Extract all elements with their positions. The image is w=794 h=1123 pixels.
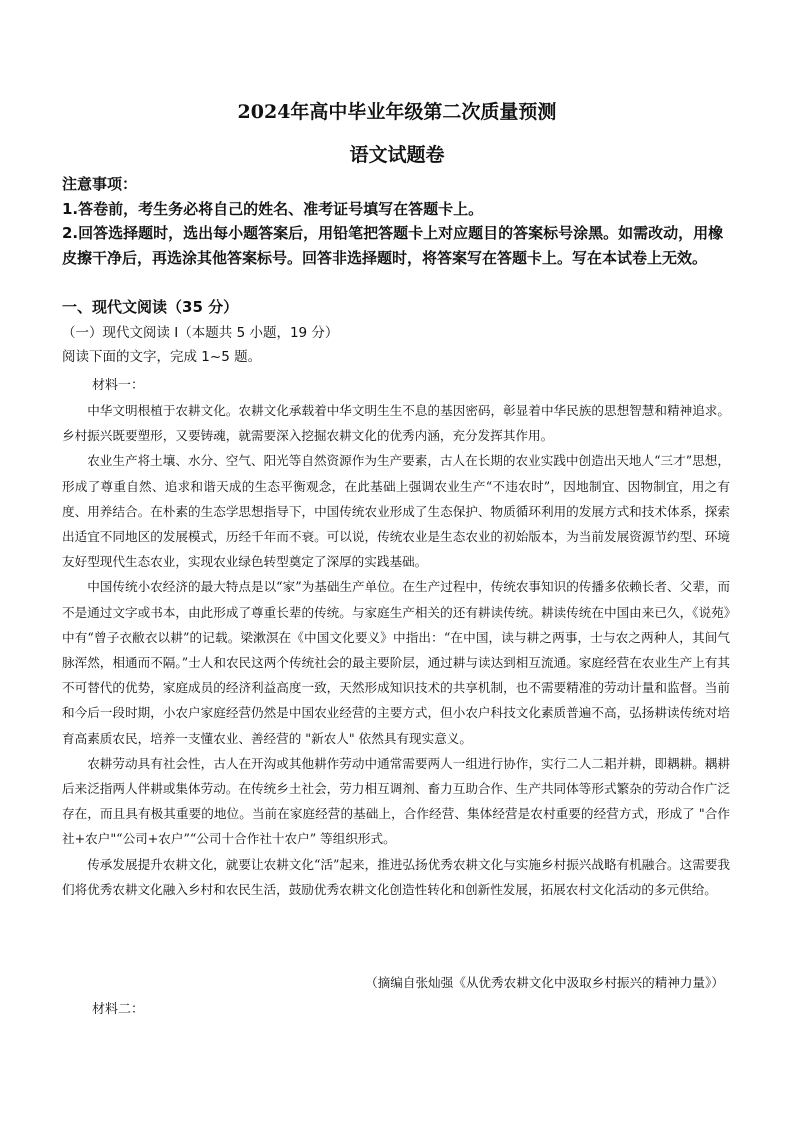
section-instruction: 阅读下面的文字，完成 1~5 题。 [62, 349, 262, 365]
exam-subtitle: 语文试题卷 [349, 144, 445, 166]
exam-title: 2024年高中毕业年级第二次质量预测 [237, 101, 557, 123]
notice-heading: 注意事项： [62, 175, 138, 193]
material-1-body [62, 398, 730, 902]
material-1-paragraph: 农耕劳动具有社会性，古人在开沟或其他耕作劳动中通常需要两人一组进行协作，实行二人二耜并耕，即耦耕。耦耕后来泛指两人伴耕或集体劳动。在传统乡土社会，劳力相互调剂、畜力互助合作、生产共同体等形式繁杂的劳动合作广泛存在，而且具有极其重要的地位。当前在家庭经营的基础上，合作经营、集体经营是农村重要的经营方式，形成了 "合作社+农户"“公司+农户”“公司十合作社十农户” 等组织形式。 [62, 755, 730, 847]
material-1-paragraph: 农业生产将土壤、水分、空气、阳光等自然资源作为生产要素，古人在长期的农业实践中创造出天地人“三才”思想，形成了尊重自然、追求和谐天成的生态平衡观念，在此基础上强调农业生产“不违农时”，因地制宜、因物制宜，用之有度、用养结合。在朴素的生态学思想指导下，中国传统农业形成了生态保护、物质循环利用的发展方式和技术体系，探索出适宜不同地区的发展模式，历经千年而不衰。可以说，传统农业是生态农业的初始版本，为当前发展资源节约型、环境友好型现代生态农业，实现农业绿色转型奠定了深厚的实践基础。 [62, 453, 730, 570]
material-1-paragraph: 传承发展提升农耕文化，就要让农耕文化“活”起来，推进弘扬优秀农耕文化与实施乡村振兴战略有机融合。这需要我们将优秀农耕文化融入乡村和农民生活，鼓励优秀农耕文化创造性转化和创新性发展，拓展农村文化活动的多元供给。 [62, 856, 730, 897]
material-1-paragraph: 中国传统小农经济的最大特点是以“家”为基础生产单位。在生产过程中，传统农事知识的传播多依赖长者、父辈，而不是通过文字或书本，由此形成了尊重长辈的传统。与家庭生产相关的还有耕读传统。耕读传统在中国由来已久，《说苑》中有“曾子衣敝衣以耕”的记载。梁漱溟在《中国文化要义》中指出：“在中国，读与耕之两事，士与农之两种人，其间气脉浑然，相通而不隔。”士人和农民这两个传统社会的最主要阶层，通过耕与读达到相互流通。家庭经营在农业生产上有其不可替代的优势，家庭成员的经济利益高度一致，天然形成知识技术的共享机制，也不需要精准的劳动计量和监督。当前和今后一段时期，小农户家庭经营仍然是中国农业经营的主要方式，但小农户科技文化素质普遍不高，弘扬耕读传统对培育高素质农民，培养一支懂农业、善经营的 "新农人" 依然具有现实意义。 [62, 579, 730, 746]
section-heading: 一、现代文阅读（35 分） [62, 298, 239, 316]
material-1-source: （摘编自张灿强《从优秀农耕文化中汲取乡村振兴的精神力量》） [365, 975, 724, 990]
material-1-paragraph: 中华文明根植于农耕文化。农耕文化承载着中华文明生生不息的基因密码，彰显着中华民族的思想智慧和精神追求。乡村振兴既要塑形，又要铸魂，就需要深入挖掘农耕文化的优秀内涵，充分发挥其作用。 [62, 403, 730, 444]
material-2-label: 材料二： [92, 1002, 145, 1017]
material-1-label: 材料一： [92, 378, 145, 393]
notice-item-1: 1.答卷前，考生务必将自己的姓名、准考证号填写在答题卡上。 [62, 200, 484, 218]
notice-item-2: 2.回答选择题时，选出每小题答案后，用铅笔把答题卡上对应题目的答案标号涂黑。如需改动，用橡皮擦干净后，再选涂其他答案标号。回答非选择题时，将答案写在答题卡上。写在本试卷上无效。 [62, 224, 724, 267]
section-sub-heading: （一）现代文阅读 I（本题共 5 小题，19 分） [62, 325, 339, 341]
